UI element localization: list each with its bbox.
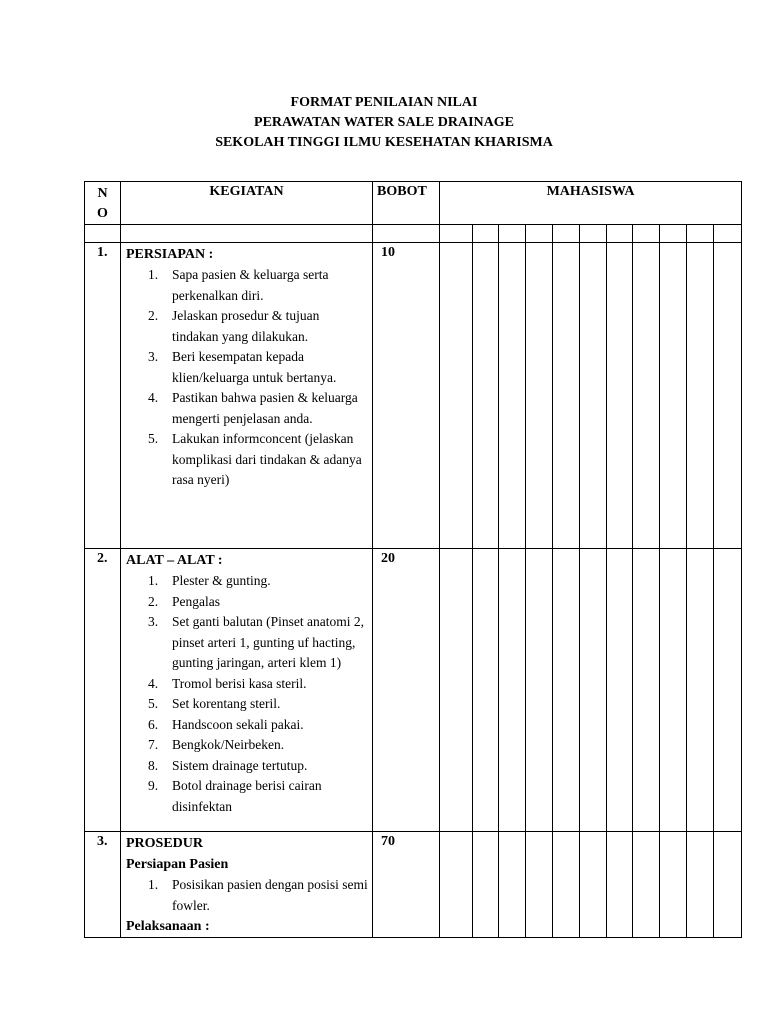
list-item <box>126 265 368 306</box>
student-cell[interactable] <box>714 549 742 832</box>
student-cell[interactable] <box>553 243 580 549</box>
list-item <box>126 694 368 715</box>
student-cell[interactable] <box>607 225 633 243</box>
row-number: 3. <box>85 832 121 938</box>
list-item-text: Jelaskan prosedur & tujuan tindakan yang dilakukan. <box>172 308 320 344</box>
student-cell[interactable] <box>440 832 473 938</box>
activity-cell <box>121 832 373 938</box>
list-item-number: 2. <box>148 593 159 609</box>
student-cell[interactable] <box>526 549 553 832</box>
list-item-text: Sapa pasien & keluarga serta perkenalkan diri. <box>172 267 329 303</box>
student-cell[interactable] <box>714 832 742 938</box>
empty-cell <box>85 225 121 243</box>
list-item-number: 9. <box>148 778 159 793</box>
section-title: PROSEDUR <box>126 836 204 851</box>
list-item-number: 5. <box>148 696 159 711</box>
weight-cell: 70 <box>373 832 440 938</box>
activity-list <box>126 265 368 491</box>
student-cell[interactable] <box>580 225 607 243</box>
list-item <box>126 674 368 695</box>
student-cell[interactable] <box>473 832 499 938</box>
student-cell[interactable] <box>473 549 499 832</box>
list-item <box>126 347 368 388</box>
student-cell[interactable] <box>553 549 580 832</box>
table-subheader-row <box>85 225 742 243</box>
list-item-text: Sistem drainage tertutup. <box>172 757 308 773</box>
list-item-number: 1. <box>148 877 159 892</box>
weight-cell: 10 <box>373 243 440 549</box>
list-item <box>126 612 368 674</box>
list-item <box>126 735 368 756</box>
student-cell[interactable] <box>580 549 607 832</box>
header-line-1: FORMAT PENILAIAN NILAI <box>290 95 478 110</box>
list-item <box>126 756 368 777</box>
student-cell[interactable] <box>607 832 633 938</box>
document-header <box>0 93 768 153</box>
list-item-number: 4. <box>148 390 159 405</box>
empty-cell <box>121 225 373 243</box>
student-cell[interactable] <box>499 243 526 549</box>
list-item-text: Pastikan bahwa pasien & keluarga mengerti penjelasan anda. <box>172 390 358 426</box>
student-cell[interactable] <box>526 832 553 938</box>
student-cell[interactable] <box>714 225 742 243</box>
list-item-text: Set korentang steril. <box>172 696 281 711</box>
list-item-number: 3. <box>148 614 159 629</box>
subsection-title-pelaksanaan: Pelaksanaan : <box>126 919 210 934</box>
row-number: 1. <box>85 243 121 549</box>
col-header-no-line1: N <box>97 186 108 201</box>
student-cell[interactable] <box>580 243 607 549</box>
student-cell[interactable] <box>499 832 526 938</box>
weight-cell: 20 <box>373 549 440 832</box>
list-item-number: 7. <box>148 737 159 752</box>
table-row-alat <box>85 549 742 832</box>
student-cell[interactable] <box>499 549 526 832</box>
section-title: ALAT – ALAT : <box>126 553 223 568</box>
col-header-no <box>85 182 121 225</box>
student-cell[interactable] <box>607 549 633 832</box>
list-item <box>126 715 368 736</box>
list-item-text: Botol drainage berisi cairan disinfektan <box>172 778 322 814</box>
student-cell[interactable] <box>660 243 687 549</box>
list-item-number: 2. <box>148 308 159 323</box>
table-row-prosedur <box>85 832 742 938</box>
student-cell[interactable] <box>473 243 499 549</box>
header-line-2: PERAWATAN WATER SALE DRAINAGE <box>254 115 514 130</box>
row-number: 2. <box>85 549 121 832</box>
student-cell[interactable] <box>687 225 714 243</box>
list-item-number: 4. <box>148 675 159 691</box>
student-cell[interactable] <box>580 832 607 938</box>
list-item-number: 1. <box>148 573 159 588</box>
list-item-number: 3. <box>148 349 159 364</box>
list-item-text: Tromol berisi kasa steril. <box>172 675 307 691</box>
table-header-row <box>85 182 742 225</box>
col-header-mahasiswa: MAHASISWA <box>440 182 742 225</box>
list-item-number: 8. <box>148 757 159 773</box>
student-cell[interactable] <box>553 225 580 243</box>
assessment-table <box>84 181 742 938</box>
student-cell[interactable] <box>633 549 660 832</box>
student-cell[interactable] <box>473 225 499 243</box>
header-line-3: SEKOLAH TINGGI ILMU KESEHATAN KHARISMA <box>215 135 553 150</box>
list-item-text: Lakukan informconcent (jelaskan komplikasi dari tindakan & adanya rasa nyeri) <box>172 431 362 487</box>
student-cell[interactable] <box>714 243 742 549</box>
table-row-persiapan <box>85 243 742 549</box>
list-item <box>126 776 368 817</box>
list-item-text: Pengalas <box>172 593 220 609</box>
student-cell[interactable] <box>526 225 553 243</box>
student-cell[interactable] <box>660 225 687 243</box>
student-cell[interactable] <box>553 832 580 938</box>
section-title: PERSIAPAN : <box>126 247 214 262</box>
list-item-text: Posisikan pasien dengan posisi semi fowler. <box>172 877 368 913</box>
list-item-number: 5. <box>148 431 159 446</box>
student-cell[interactable] <box>687 832 714 938</box>
list-item <box>126 388 368 429</box>
student-cell[interactable] <box>526 243 553 549</box>
list-item <box>126 875 368 916</box>
list-item-text: Beri kesempatan kepada klien/keluarga untuk bertanya. <box>172 349 337 385</box>
student-cell[interactable] <box>633 225 660 243</box>
student-cell[interactable] <box>633 243 660 549</box>
empty-cell <box>373 225 440 243</box>
list-item <box>126 571 368 592</box>
list-item-number: 1. <box>148 267 159 282</box>
student-cell[interactable] <box>687 549 714 832</box>
col-header-kegiatan: KEGIATAN <box>121 182 373 225</box>
activity-cell <box>121 243 373 549</box>
col-header-no-line2: O <box>97 206 108 221</box>
procedure-list <box>126 875 368 916</box>
subsection-title: Persiapan Pasien <box>126 857 229 872</box>
student-cell[interactable] <box>440 549 473 832</box>
student-cell[interactable] <box>687 243 714 549</box>
equipment-list <box>126 571 368 817</box>
activity-cell <box>121 549 373 832</box>
list-item <box>126 429 368 491</box>
list-item-number: 6. <box>148 716 159 732</box>
list-item-text: Plester & gunting. <box>172 573 271 588</box>
student-cell[interactable] <box>440 225 473 243</box>
student-cell[interactable] <box>440 243 473 549</box>
list-item <box>126 306 368 347</box>
list-item <box>126 592 368 613</box>
student-cell[interactable] <box>607 243 633 549</box>
list-item-text: Bengkok/Neirbeken. <box>172 737 285 752</box>
list-item-text: Set ganti balutan (Pinset anatomi 2, pinset arteri 1, gunting uf hacting, gunting jaringan, arteri klem 1) <box>172 614 364 670</box>
list-item-text: Handscoon sekali pakai. <box>172 716 304 732</box>
col-header-bobot: BOBOT <box>373 182 440 225</box>
student-cell[interactable] <box>633 832 660 938</box>
student-cell[interactable] <box>499 225 526 243</box>
student-cell[interactable] <box>660 832 687 938</box>
student-cell[interactable] <box>660 549 687 832</box>
